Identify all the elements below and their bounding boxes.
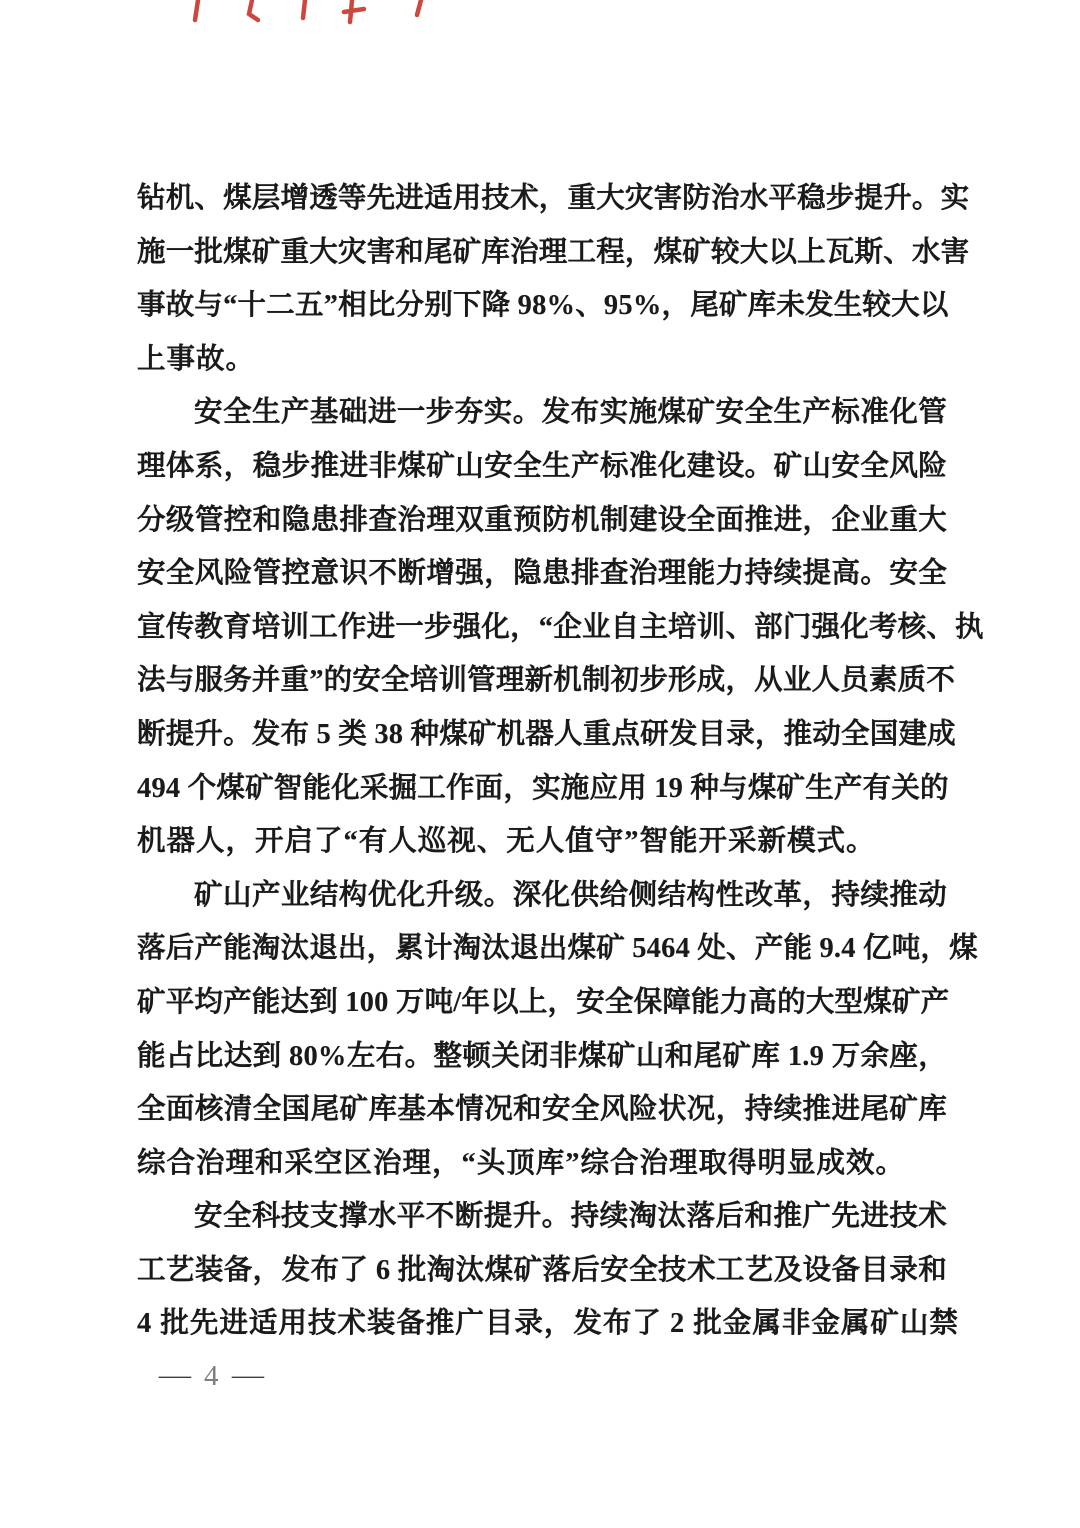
- paragraph: [137, 869, 978, 1191]
- text-line: 全面核清全国尾矿库基本情况和安全风险状况，持续推进尾矿库: [137, 1094, 947, 1126]
- text-line: 综合治理和采空区治理，“头顶库”综合治理取得明显成效。: [137, 1147, 906, 1179]
- red-pen-marks-icon: [0, 0, 460, 34]
- text-line: 分级管控和隐患排查治理双重预防机制建设全面推进，企业重大: [137, 504, 947, 536]
- text-line: 法与服务并重”的安全培训管理新机制初步形成，从业人员素质不: [137, 665, 956, 697]
- text-line: 安全生产基础进一步夯实。发布实施煤矿安全生产标准化管: [194, 397, 947, 429]
- text-line: 钻机、煤层增透等先进适用技术，重大灾害防治水平稳步提升。实: [137, 183, 970, 214]
- text-line: 矿平均产能达到 100 万吨/年以上，安全保障能力高的大型煤矿产: [137, 986, 950, 1018]
- document-body: [137, 172, 984, 1351]
- text-line: 施一批煤矿重大灾害和尾矿库治理工程，煤矿较大以上瓦斯、水害: [137, 236, 970, 268]
- paragraph: [137, 1190, 959, 1351]
- text-line: 落后产能淘汰退出，累计淘汰退出煤矿 5464 处、产能 9.4 亿吨，煤: [137, 933, 978, 965]
- page-footer: [158, 1358, 264, 1394]
- text-line: 上事故。: [137, 343, 256, 375]
- text-line: 能占比达到 80%左右。整顿关闭非煤矿山和尾矿库 1.9 万余座，: [137, 1040, 947, 1072]
- text-line: 矿山产业结构优化升级。深化供给侧结构性改革，持续推动: [194, 879, 947, 911]
- text-line: 机器人，开启了“有人巡视、无人值守”智能开采新模式。: [137, 826, 876, 858]
- text-line: 宣传教育培训工作进一步强化，“企业自主培训、部门强化考核、执: [137, 611, 984, 643]
- text-line: 断提升。发布 5 类 38 种煤矿机器人重点研发目录，推动全国建成: [137, 718, 956, 750]
- page-number: 4: [204, 1359, 219, 1392]
- text-line: 4 批先进适用技术装备推广目录，发布了 2 批金属非金属矿山禁: [137, 1308, 959, 1340]
- text-line: 安全科技支撑水平不断提升。持续淘汰落后和推广先进技术: [194, 1201, 947, 1233]
- text-line: 工艺装备，发布了 6 批淘汰煤矿落后安全技术工艺及设备目录和: [137, 1254, 947, 1286]
- footer-left-dash: —: [158, 1360, 192, 1391]
- text-line: 事故与“十二五”相比分别下降 98%、95%，尾矿库未发生较大以: [137, 290, 949, 322]
- text-line: 理体系，稳步推进非煤矿山安全生产标准化建设。矿山安全风险: [137, 450, 947, 482]
- text-line: 安全风险管控意识不断增强，隐患排查治理能力持续提高。安全: [137, 558, 947, 590]
- paragraph: [137, 386, 984, 868]
- paragraph: [137, 172, 970, 386]
- text-line: 494 个煤矿智能化采掘工作面，实施应用 19 种与煤矿生产有关的: [137, 772, 949, 804]
- footer-right-dash: —: [231, 1360, 264, 1391]
